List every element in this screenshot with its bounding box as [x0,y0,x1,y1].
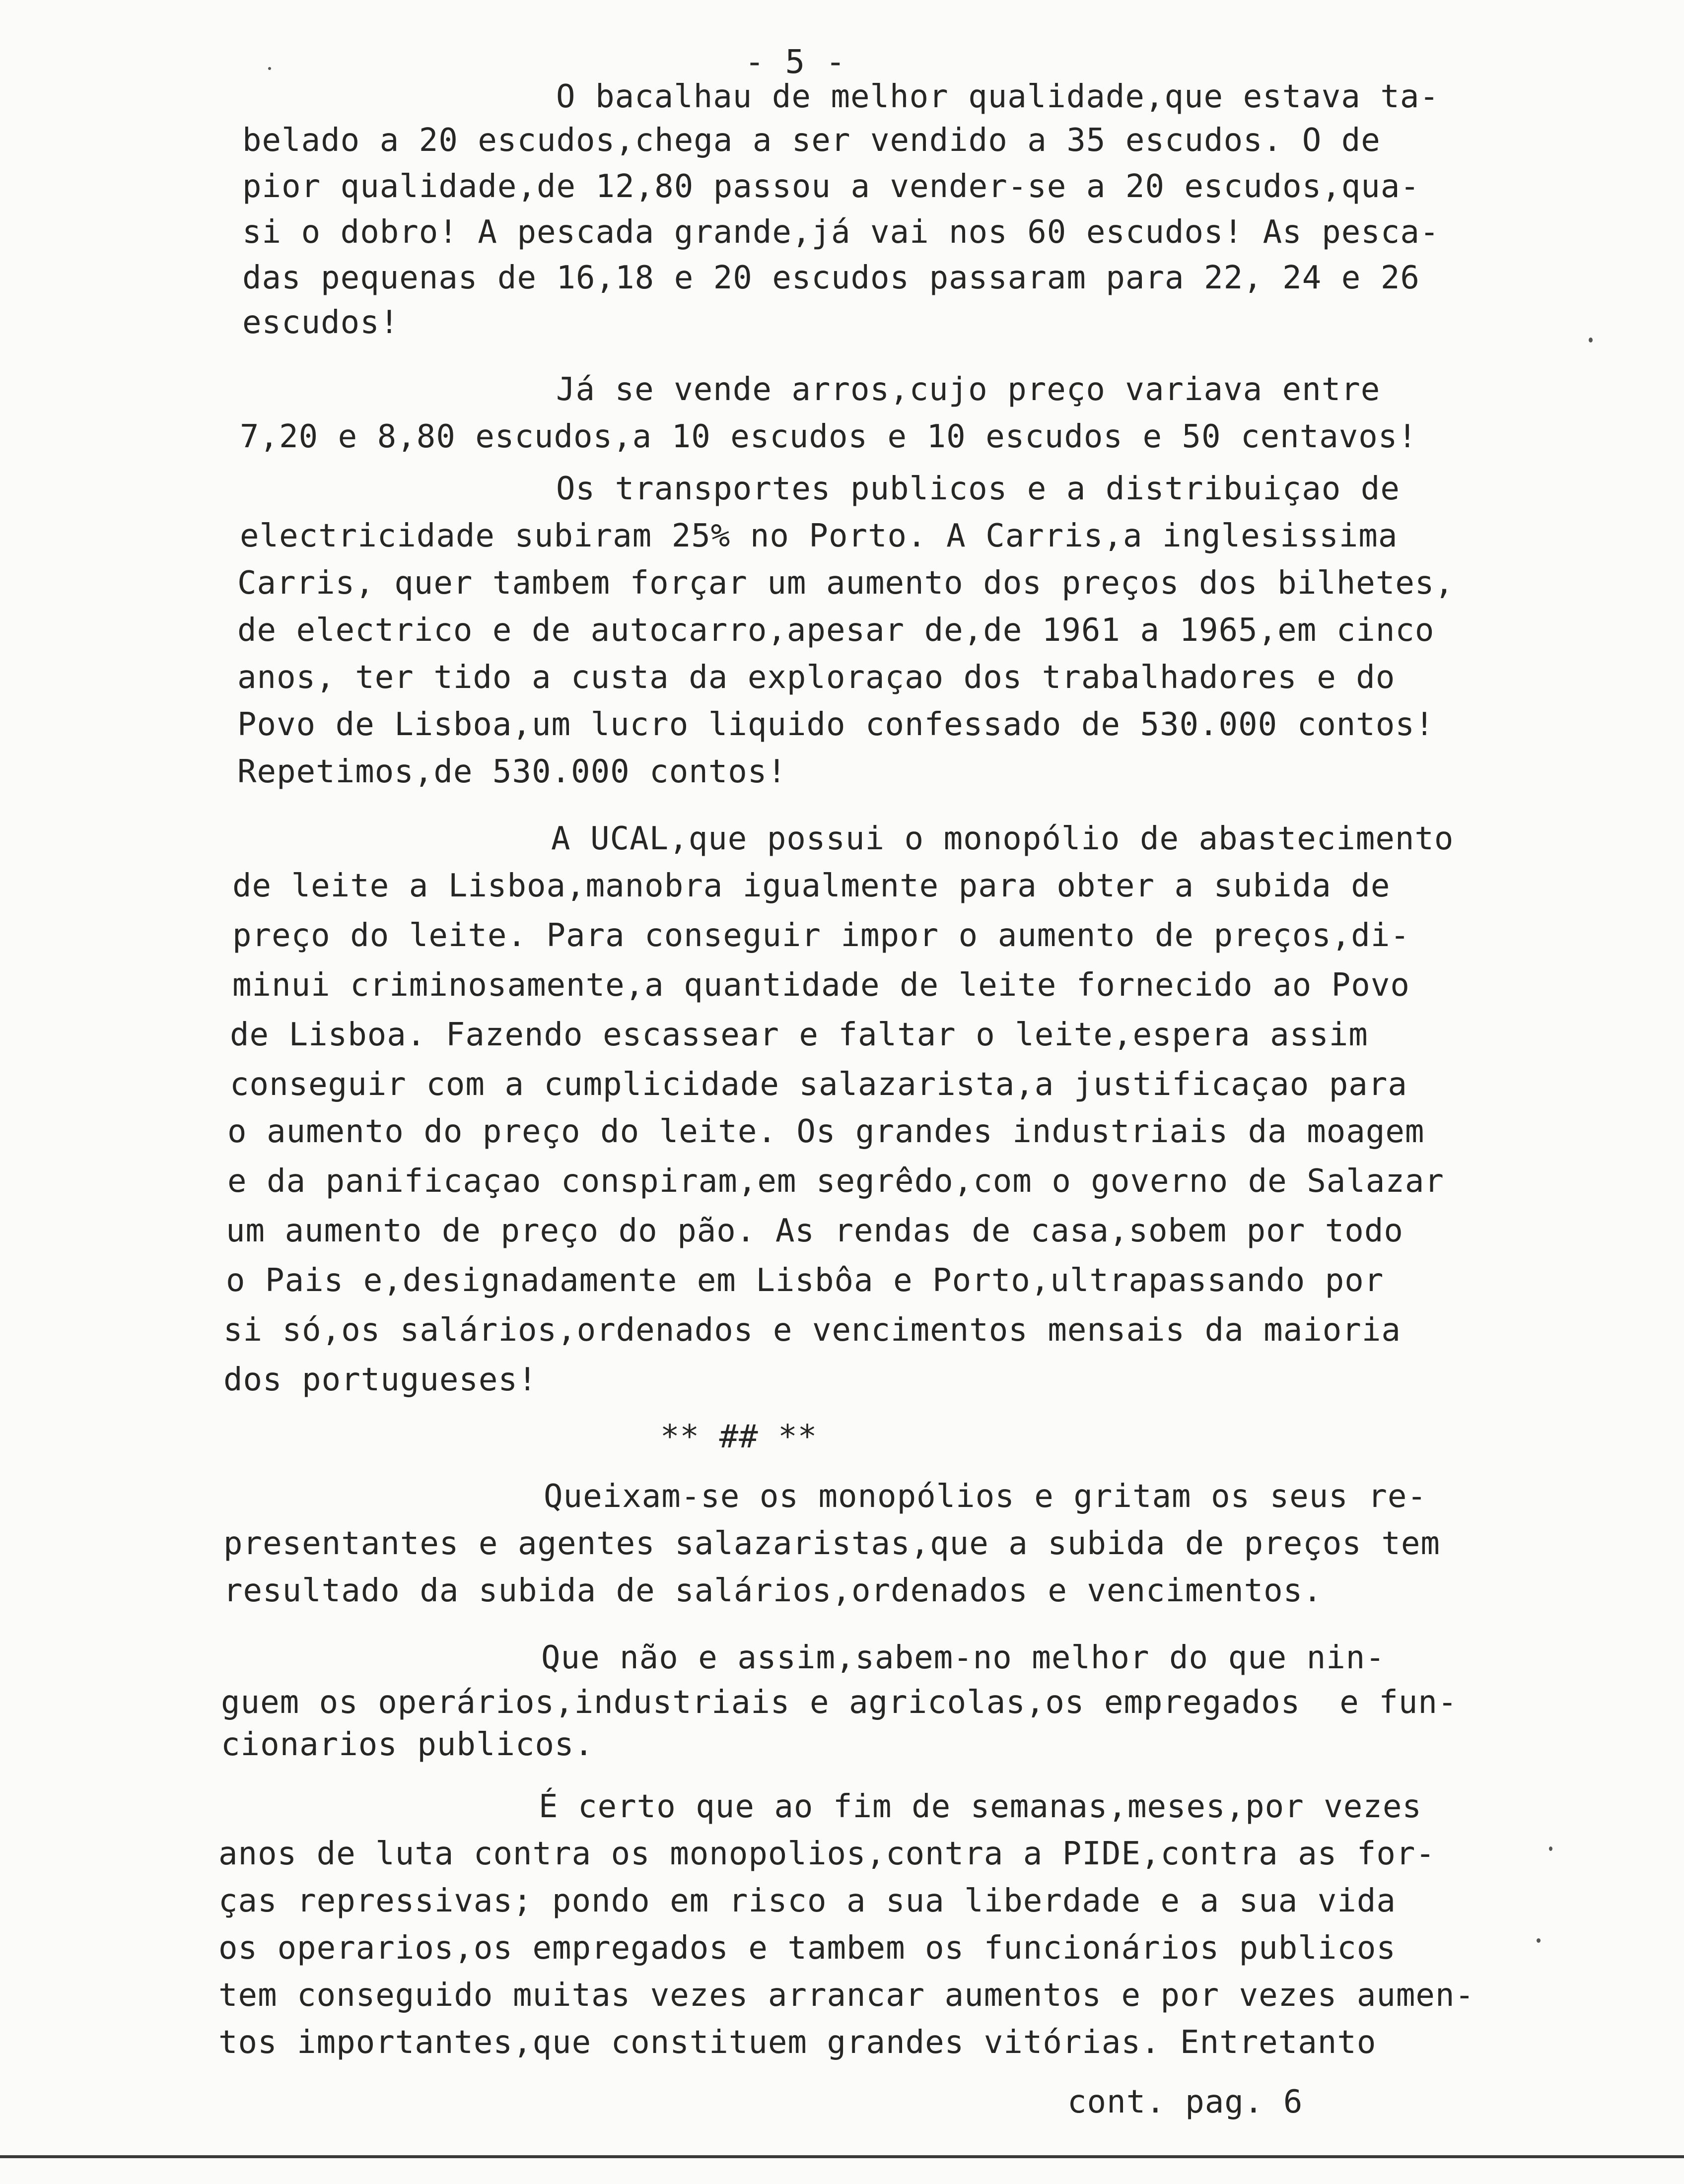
text-line: conseguir com a cumplicidade salazarista,a justificaçao para [230,1066,1407,1103]
text-line: A UCAL,que possui o monopólio de abastecimento [551,820,1454,857]
text-line: ças repressivas; pondo em risco a sua liberdade e a sua vida [218,1883,1396,1919]
continuation-note: cont. pag. 6 [1067,2084,1303,2120]
text-line: Os transportes publicos e a distribuiçao de [556,471,1400,507]
text-line: electricidade subiram 25% no Porto. A Carris,a inglesissima [240,518,1398,554]
text-line: os operarios,os empregados e tambem os funcionários publicos [218,1930,1396,1967]
text-line: e da panificaçao conspiram,em segrêdo,com o governo de Salazar [227,1163,1444,1200]
text-line: um aumento de preço do pão. As rendas de casa,sobem por todo [226,1213,1403,1249]
text-line: Povo de Lisboa,um lucro liquido confessado de 530.000 contos! [237,706,1435,743]
text-line: de electrico e de autocarro,apesar de,de 1961 a 1965,em cinco [237,612,1435,649]
text-line: si só,os salários,ordenados e vencimentos mensais da maioria [223,1312,1401,1349]
text-line: Repetimos,de 530.000 contos! [237,753,787,790]
text-line: anos de luta contra os monopolios,contra a PIDE,contra as for- [218,1836,1435,1872]
text-line: cionarios publicos. [221,1726,594,1763]
text-line: presentantes e agentes salazaristas,que a subida de preços tem [223,1525,1440,1562]
text-line: tos importantes,que constituem grandes vitórias. Entretanto [218,2024,1377,2061]
text-line: resultado da subida de salários,ordenados e vencimentos. [223,1572,1323,1609]
section-separator: ** ## ** [660,1419,818,1455]
scan-speck [1537,1938,1541,1943]
text-line: de Lisboa. Fazendo escassear e faltar o leite,espera assim [230,1017,1368,1053]
scan-speck [1549,1846,1552,1851]
text-line: O bacalhau de melhor qualidade,que estava ta- [556,78,1439,115]
text-line: dos portugueses! [223,1362,538,1398]
text-line: o Pais e,designadamente em Lisbôa e Porto,ultrapassando por [226,1262,1384,1299]
text-line: preço do leite. Para conseguir impor o aumento de preços,di- [232,917,1410,954]
text-line: das pequenas de 16,18 e 20 escudos passaram para 22, 24 e 26 [242,260,1420,296]
text-line: anos, ter tido a custa da exploraçao dos trabalhadores e do [237,659,1396,696]
text-line: guem os operários,industriais e agricolas,os empregados e fun- [221,1684,1458,1721]
scan-speck [268,67,271,70]
bottom-rule [0,2155,1684,2158]
text-line: 7,20 e 8,80 escudos,a 10 escudos e 10 escudos e 50 centavos! [240,418,1417,455]
text-line: pior qualidade,de 12,80 passou a vender-se a 20 escudos,qua- [242,168,1420,205]
text-line: Já se vende arros,cujo preço variava entre [556,371,1381,408]
text-line: belado a 20 escudos,chega a ser vendido a 35 escudos. O de [242,122,1381,159]
scan-speck [1589,338,1593,342]
text-line: escudos! [242,304,400,341]
text-line: si o dobro! A pescada grande,já vai nos 60 escudos! As pesca- [242,214,1440,251]
text-line: Queixam-se os monopólios e gritam os seus re- [544,1478,1427,1515]
text-line: Carris, quer tambem forçar um aumento dos preços dos bilhetes, [237,565,1454,602]
page-number: - 5 - [745,43,846,81]
text-line: Que não e assim,sabem-no melhor do que nin- [541,1639,1385,1676]
text-line: É certo que ao fim de semanas,meses,por vezes [539,1788,1422,1825]
text-line: o aumento do preço do leite. Os grandes industriais da moagem [227,1113,1425,1150]
text-line: tem conseguido muitas vezes arrancar aumentos e por vezes aumen- [218,1977,1474,2014]
text-line: minui criminosamente,a quantidade de leite fornecido ao Povo [232,967,1410,1004]
text-line: de leite a Lisboa,manobra igualmente para obter a subida de [232,868,1391,904]
